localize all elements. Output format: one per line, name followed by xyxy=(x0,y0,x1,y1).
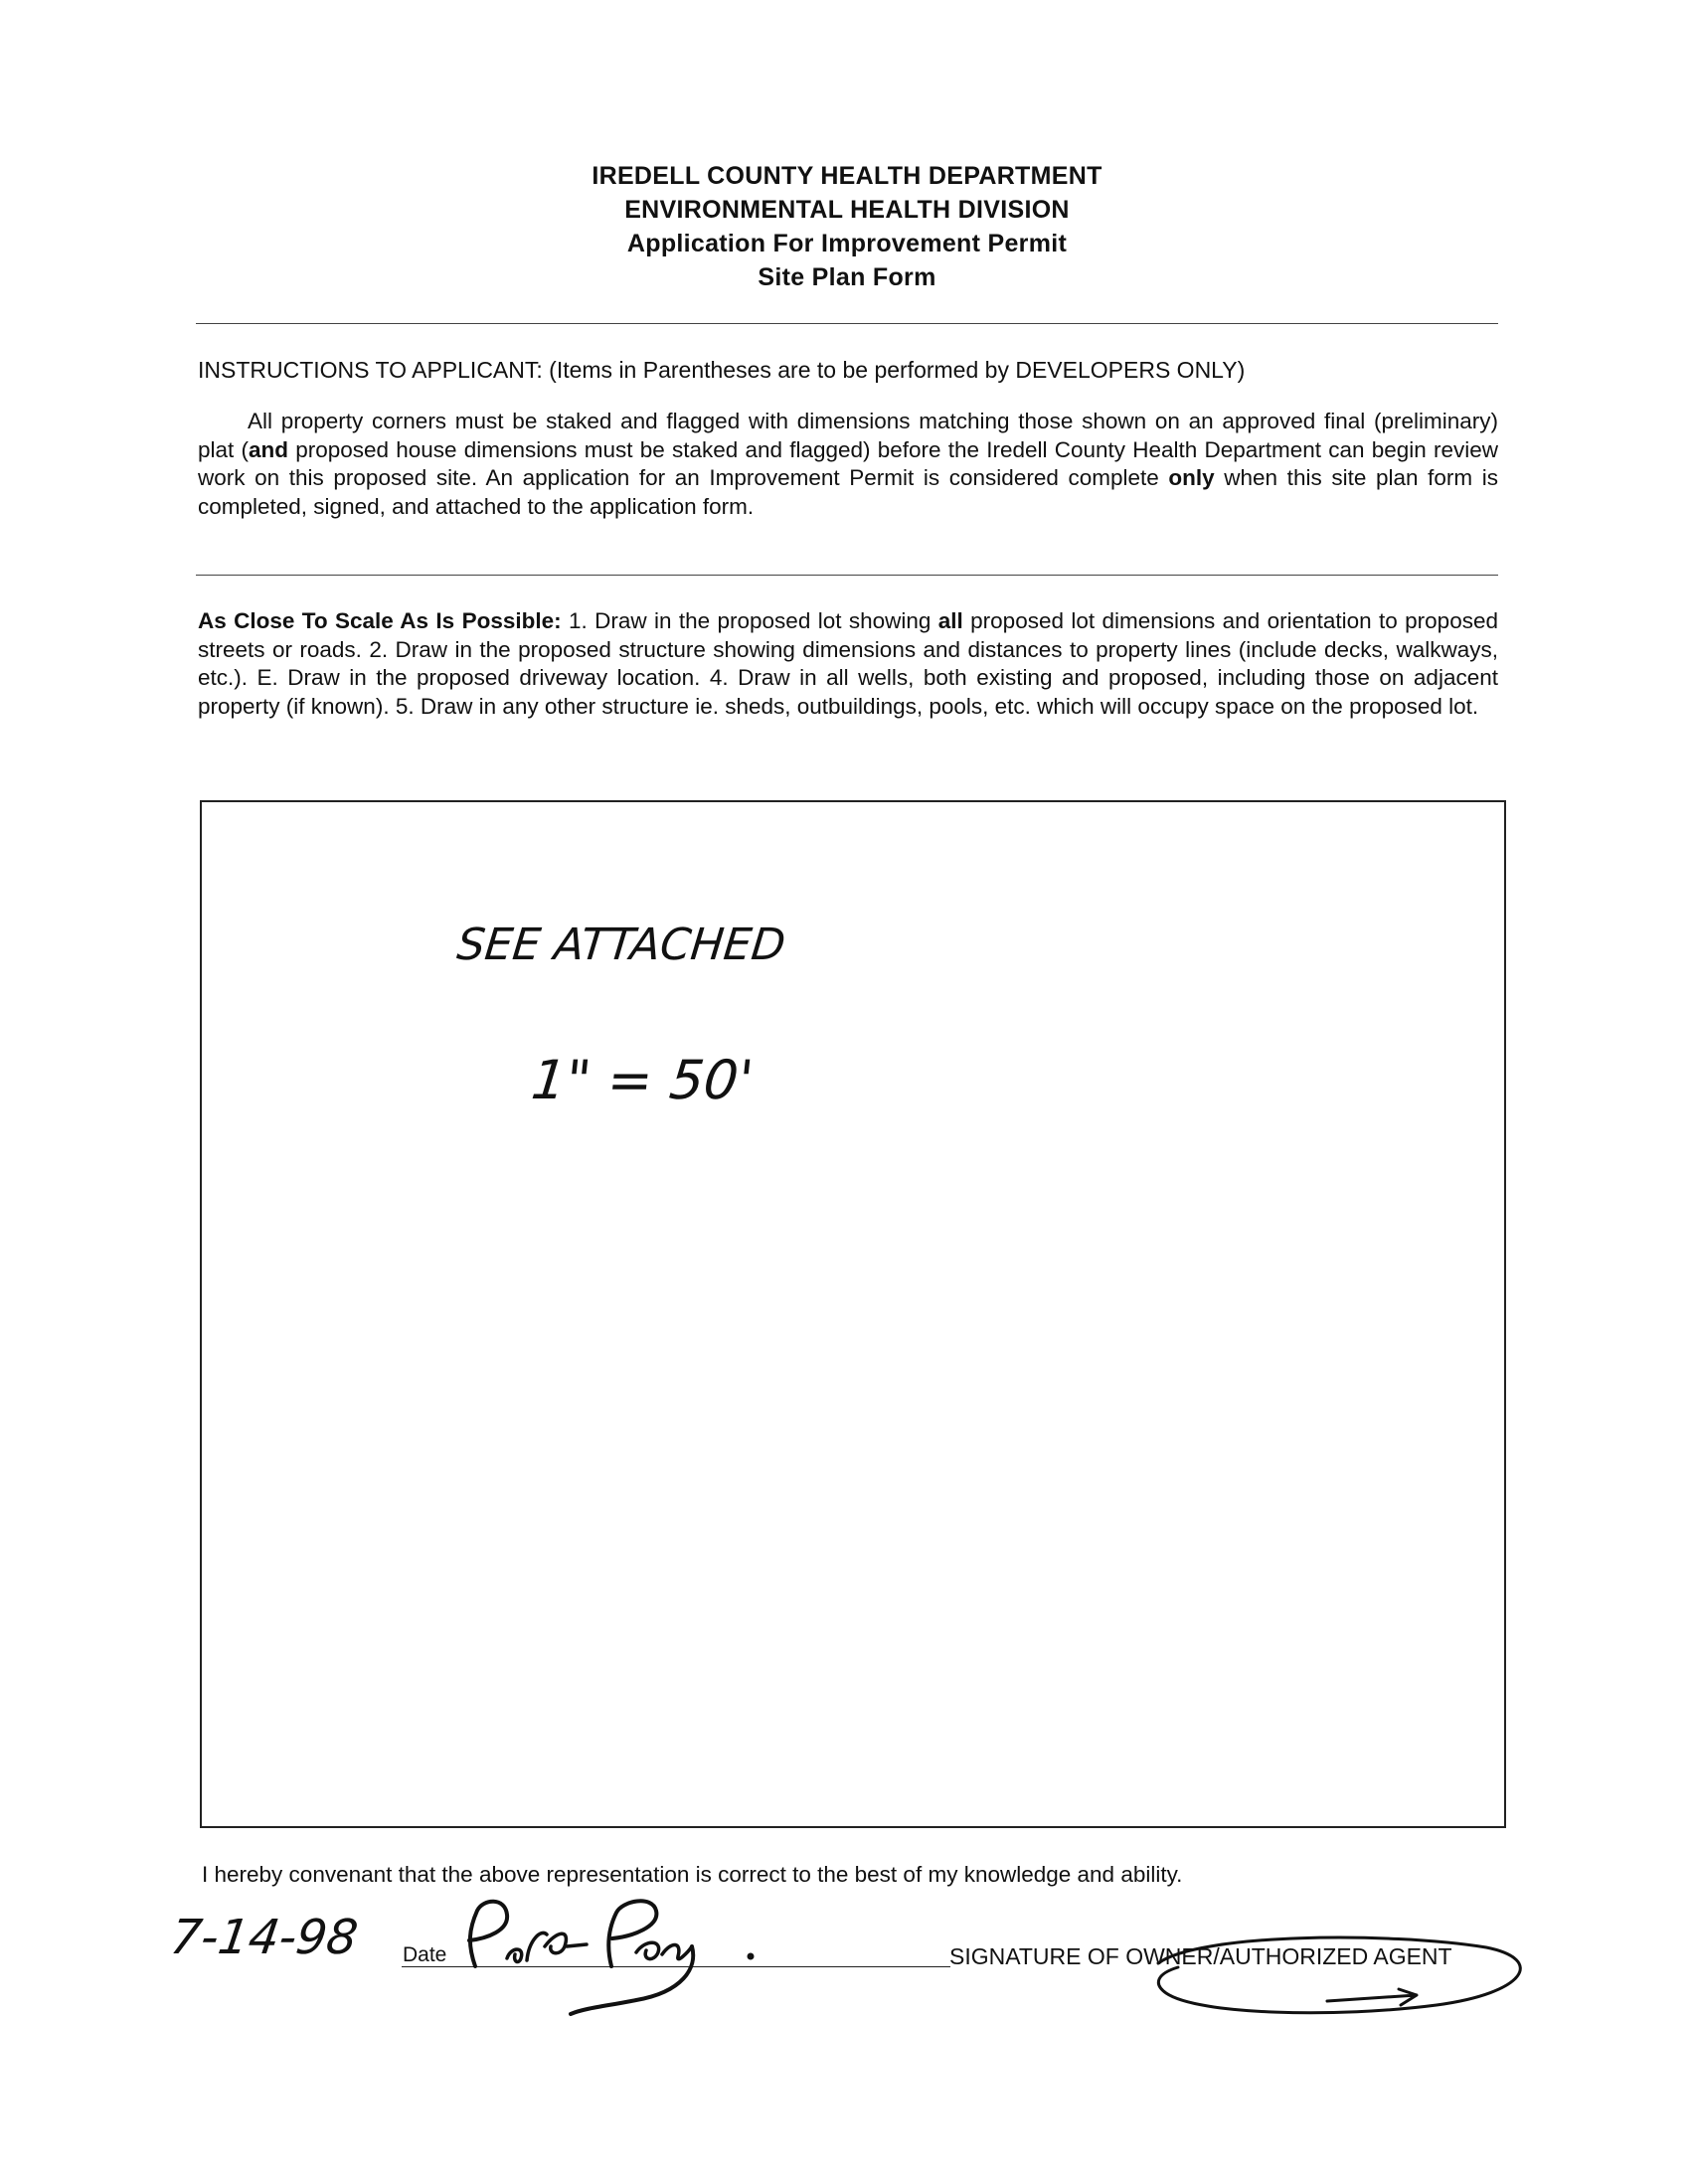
divider-middle xyxy=(196,575,1498,576)
header-application: Application For Improvement Permit xyxy=(626,230,1068,257)
header-form-title: Site Plan Form xyxy=(758,263,936,291)
form-header xyxy=(0,159,1694,294)
scale-text-a: 1. Draw in the proposed lot showing xyxy=(561,608,938,633)
signature-label-circled-mark xyxy=(1138,1924,1536,2043)
scale-all: all xyxy=(937,608,963,633)
instructions-text-b: proposed house dimensions must be staked and flagged) before the Iredell County Health Department can begin review work on this proposed site. An application for an Improvement Permit is considered complete xyxy=(198,436,1498,490)
see-attached-note: SEE ATTACHED xyxy=(454,920,788,970)
header-division: ENVIRONMENTAL HEALTH DIVISION xyxy=(624,196,1070,224)
instructions-text-a: All property corners must be staked and flagged with dimensions matching those shown on an approved final (preliminary) plat ( xyxy=(198,409,1498,462)
scale-instructions xyxy=(198,607,1498,721)
instructions-and: and xyxy=(248,436,288,462)
handwritten-signature xyxy=(447,1889,775,2018)
instructions-text-c: when this site plan form is completed, signed, and attached to the application form. xyxy=(198,465,1498,519)
scale-note: 1" = 50' xyxy=(528,1049,757,1111)
instructions-only: only xyxy=(1168,465,1215,490)
site-plan-drawing-area[interactable] xyxy=(200,800,1506,1828)
scale-lead: As Close To Scale As Is Possible: xyxy=(198,608,562,633)
scale-text-b: proposed lot dimensions and orientation to proposed streets or roads. 2. Draw in the proposed structure showing dimensions and distances to property lines (include decks, walkways, etc.). E. Draw in the proposed driveway location. 4. Draw in all wells, both existing and proposed, including those on adjacent property (if known). 5. Draw in any other structure ie. sheds, outbuildings, pools, etc. which will occupy space on the proposed lot. xyxy=(198,608,1498,719)
instructions-title: INSTRUCTIONS TO APPLICANT: (Items in Parentheses are to be performed by DEVELOPERS ONLY) xyxy=(198,357,1246,383)
covenant-statement: I hereby convenant that the above representation is correct to the best of my knowledge and ability. xyxy=(202,1862,1183,1887)
divider-top xyxy=(196,323,1498,324)
instructions-paragraph xyxy=(198,408,1498,521)
signature-label: SIGNATURE OF OWNER/AUTHORIZED AGENT xyxy=(949,1943,1452,1969)
date-value[interactable]: 7-14-98 xyxy=(167,1910,362,1965)
header-county: IREDELL COUNTY HEALTH DEPARTMENT xyxy=(592,162,1102,190)
date-label: Date xyxy=(403,1943,447,1966)
